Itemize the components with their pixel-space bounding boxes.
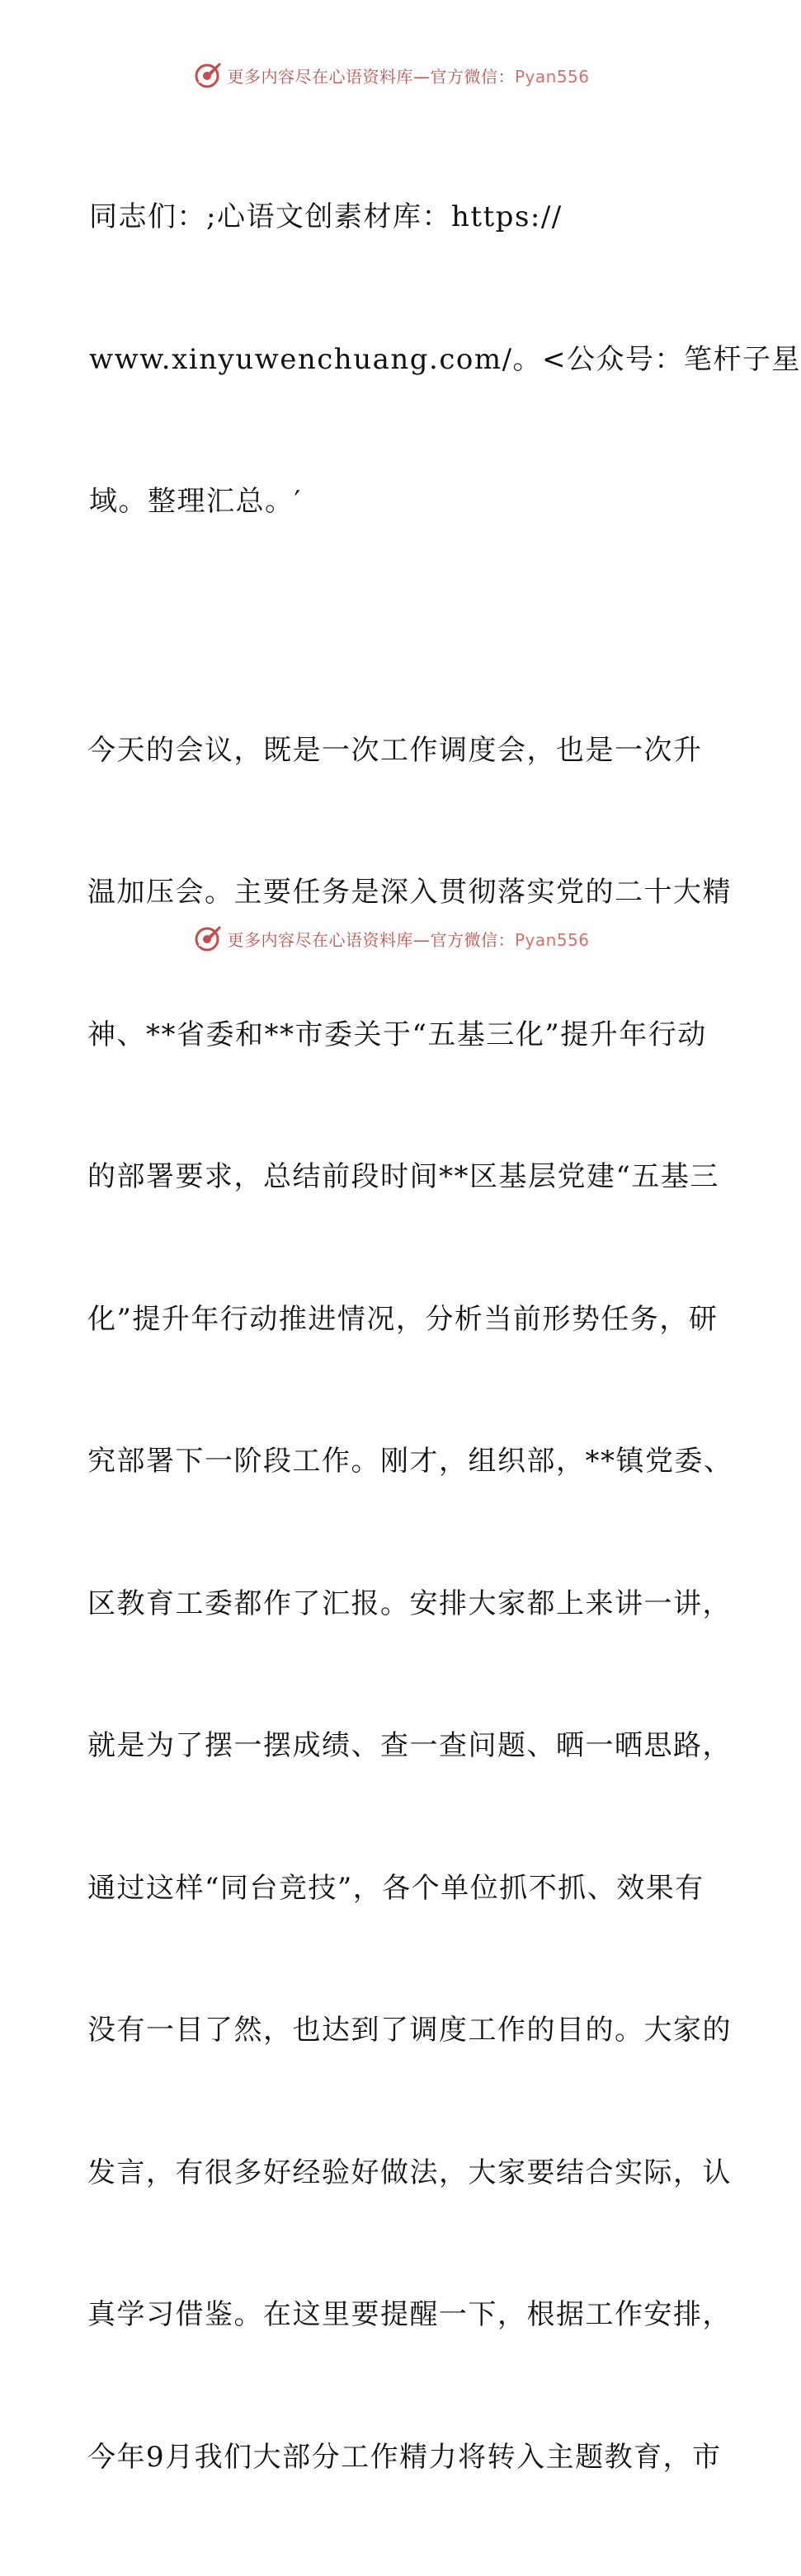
header-banner-text: 更多内容尽在心语资料库—官方微信：Pyan556 [227, 63, 589, 87]
text-line: 域。整理汇总。′ [81, 478, 708, 526]
footer-wechat-handle: Pyan556 [515, 930, 590, 950]
text-line: 发言，有很多好经验好做法，大家要结合实际，认 [81, 2150, 708, 2198]
header-banner [0, 59, 784, 92]
text-line: 今年9月我们大部分工作精力将转入主题教育，市 [81, 2434, 708, 2482]
header-wechat-handle: Pyan556 [515, 67, 590, 87]
text-line: 今天的会议，既是一次工作调度会，也是一次升 [81, 727, 708, 775]
paragraph-greeting [81, 99, 708, 621]
text-line: 没有一目了然，也达到了调度工作的目的。大家的 [81, 2007, 708, 2055]
text-line: www.xinyuwenchuang.com/。<公众号：笔杆子星 [81, 336, 708, 384]
footer-banner [0, 922, 784, 955]
document-body [81, 99, 708, 2576]
text-line: 神、**省委和**市委关于“五基三化”提升年行动 [81, 1012, 708, 1060]
text-line: 真学习借鉴。在这里要提醒一下，根据工作安排， [81, 2292, 708, 2339]
text-line: 化”提升年行动推进情况，分析当前形势任务，研 [81, 1296, 708, 1344]
text-line: 同志们：;心语文创素材库：https:// [81, 194, 708, 242]
text-line: 究部署下一阶段工作。刚才，组织部，**镇党委、 [81, 1438, 708, 1486]
text-line: 通过这样“同台竞技”，各个单位抓不抓、效果有 [81, 1865, 708, 1913]
pen-logo-icon [194, 61, 222, 89]
pen-logo-icon [194, 924, 222, 952]
footer-banner-text: 更多内容尽在心语资料库—官方微信：Pyan556 [227, 927, 589, 951]
text-line: 就是为了摆一摆成绩、查一查问题、晒一晒思路， [81, 1723, 708, 1770]
text-line: 温加压会。主要任务是深入贯彻落实党的二十大精 [81, 869, 708, 917]
text-line: 区教育工委都作了汇报。安排大家都上来讲一讲， [81, 1581, 708, 1629]
text-line: 的部署要求，总结前段时间**区基层党建“五基三 [81, 1154, 708, 1201]
